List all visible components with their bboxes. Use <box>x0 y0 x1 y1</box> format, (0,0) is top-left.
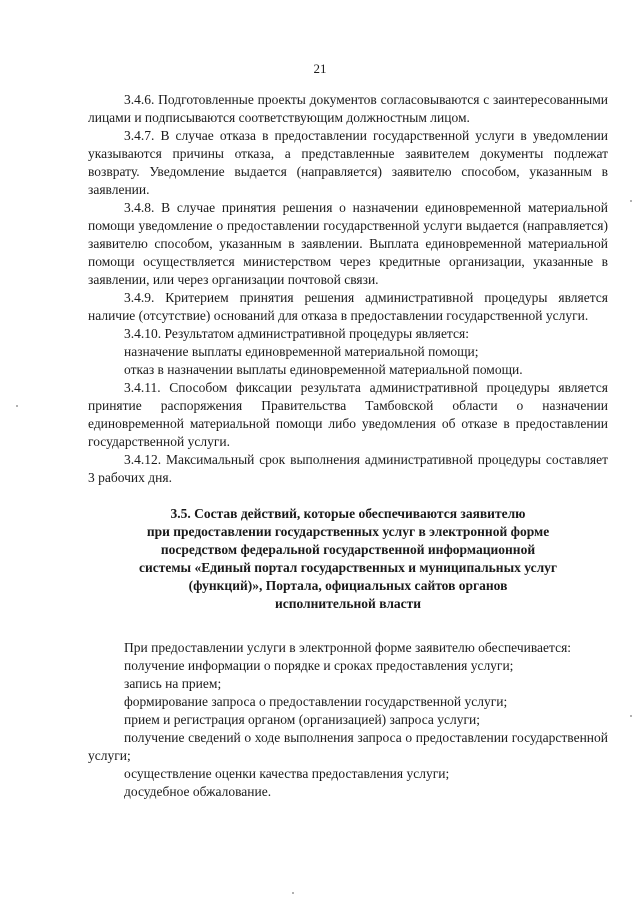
paragraph-3-4-8: 3.4.8. В случае принятия решения о назначении единовременной материальной помощи уведомление о предоставлении государственной услуги выдается (направляется) заявителю способом, указанным в заявлении. Выплата единовременной материальной помощи осуществляется министерством через кредитные организации, указанные в заявлении, или через организации почтовой связи. <box>88 200 608 287</box>
list-item-electronic: получение информации о порядке и сроках предоставления услуги; <box>124 658 514 673</box>
list-item-electronic: получение сведений о ходе выполнения запроса о предоставлении государственной услуги; <box>88 730 608 763</box>
heading-line: посредством федеральной государственной информационной <box>160 542 536 557</box>
paragraph-3-4-6: 3.4.6. Подготовленные проекты документов согласовываются с заинтересованными лицами и подписываются соответствующим должностным лицом. <box>88 92 608 125</box>
document-body <box>88 91 608 801</box>
list-item-electronic: формирование запроса о предоставлении государственной услуги; <box>124 694 508 709</box>
scan-artifact <box>292 892 294 894</box>
list-item-electronic: прием и регистрация органом (организацией) запроса услуги; <box>124 712 481 727</box>
list-item-electronic: досудебное обжалование. <box>124 784 272 799</box>
heading-line: 3.5. Состав действий, которые обеспечиваются заявителю <box>170 506 526 521</box>
list-item-result: назначение выплаты единовременной материальной помощи; <box>124 344 479 359</box>
heading-line: системы «Единый портал государственных и муниципальных услуг <box>138 560 558 575</box>
list-item-electronic: запись на прием; <box>124 676 222 691</box>
paragraph-3-4-11: 3.4.11. Способом фиксации результата административной процедуры является принятие распоряжения Правительства Тамбовской области о назначении единовременной материальной помощи либо уведомления об отказе в предоставлении государственной услуги. <box>88 380 608 449</box>
list-item-result: отказ в назначении выплаты единовременной материальной помощи. <box>124 362 523 377</box>
heading-line: при предоставлении государственных услуг в электронной форме <box>146 524 550 539</box>
paragraph-electronic-form: При предоставлении услуги в электронной форме заявителю обеспечивается: <box>124 640 572 655</box>
section-heading-3-5 <box>88 505 608 613</box>
scan-artifact <box>16 405 18 407</box>
heading-line: исполнительной власти <box>274 596 422 611</box>
paragraph-3-4-9: 3.4.9. Критерием принятия решения административной процедуры является наличие (отсутствие) оснований для отказа в предоставлении государственной услуги. <box>88 290 608 323</box>
heading-line: (функций)», Портала, официальных сайтов органов <box>188 578 508 593</box>
list-item-electronic: осуществление оценки качества предоставления услуги; <box>124 766 450 781</box>
paragraph-3-4-12: 3.4.12. Максимальный срок выполнения административной процедуры составляет 3 рабочих дня. <box>88 452 608 485</box>
scan-artifact <box>630 200 632 202</box>
paragraph-3-4-7: 3.4.7. В случае отказа в предоставлении государственной услуги в уведомлении указываются причины отказа, а представленные заявителем документы подлежат возврату. Уведомление выдается (направляется) заявителю способом, указанным в заявлении. <box>88 128 608 197</box>
scan-artifact <box>630 715 632 717</box>
paragraph-3-4-10: 3.4.10. Результатом административной процедуры является: <box>124 326 469 341</box>
page-number: 21 <box>313 61 327 76</box>
